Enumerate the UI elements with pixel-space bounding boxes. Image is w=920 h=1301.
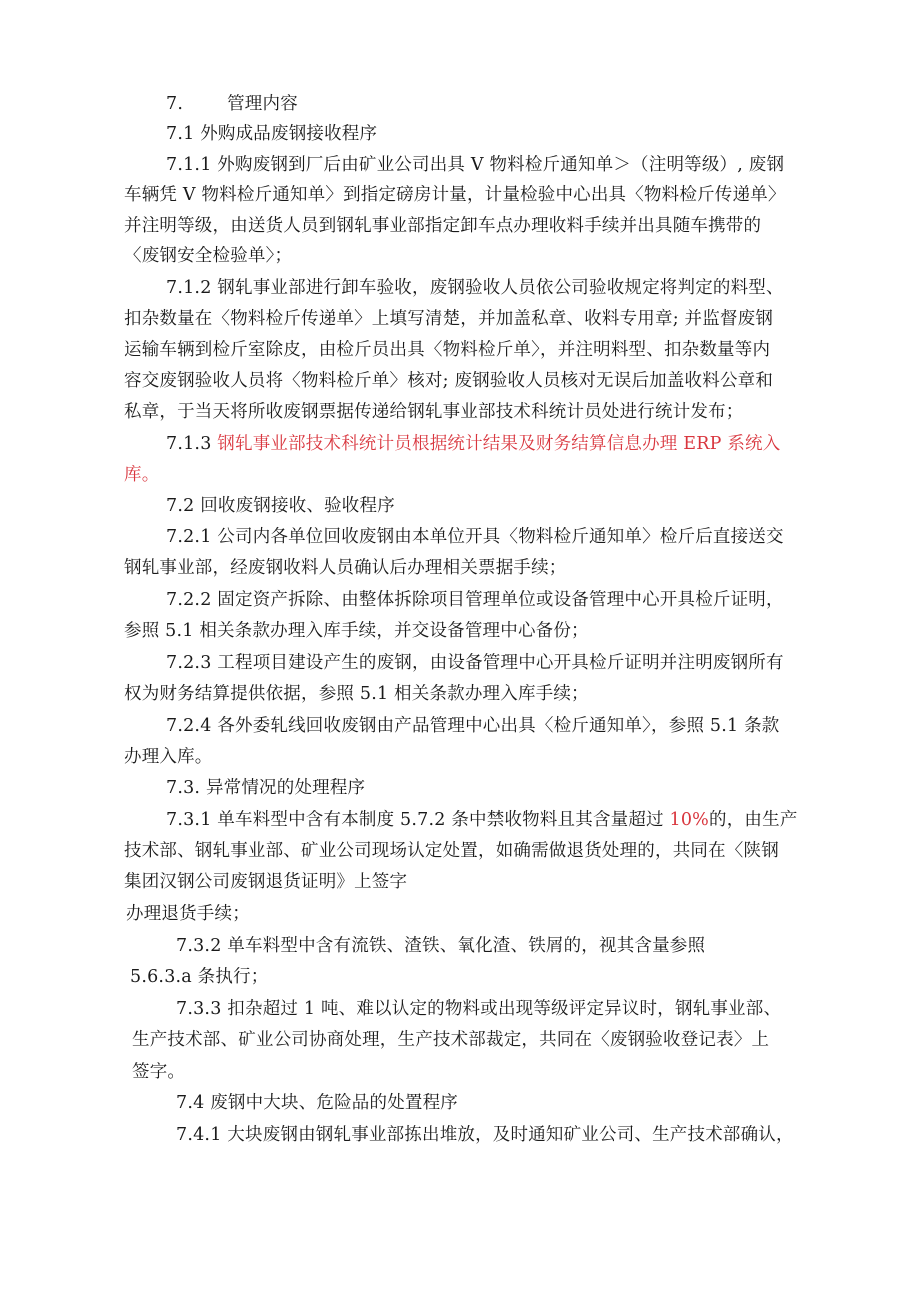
paragraph-line: 7.2.3 工程项目建设产生的废钢，由设备管理中心开具检斤证明并注明废钢所有 xyxy=(166,653,784,673)
paragraph-line: 〈废钢安全检验单〉； xyxy=(124,246,293,266)
paragraph-line: 参照 5.1 相关条款办理入库手续，并交设备管理中心备份； xyxy=(124,621,589,641)
paragraph-7-1-3-line2: 库。 xyxy=(124,465,160,485)
paragraph-line: 钢轧事业部，经废钢收料人员确认后办理相关票据手续； xyxy=(124,558,567,578)
paragraph-line: 签字。 xyxy=(132,1062,186,1082)
heading-title: 管理内容 xyxy=(227,94,298,114)
paragraph-7-3-1-line1 xyxy=(166,808,798,832)
paragraph-line: 并注明等级，由送货人员到钢轧事业部指定卸车点办理收料手续并出具随车携带的 xyxy=(124,216,762,236)
subsection-heading-7-3: 7.3. 异常情况的处理程序 xyxy=(166,778,366,798)
paragraph-line: 容交废钢验收人员将〈物料检斤单〉核对; 废钢验收人员核对无误后加盖收料公章和 xyxy=(124,371,774,391)
highlighted-text: 钢轧事业部技术科统计员根据统计结果及财务结算信息办理 ERP 系统入 xyxy=(217,434,781,454)
paragraph-line: 技术部、钢轧事业部、矿业公司现场认定处置，如确需做退货处理的，共同在〈陕钢 xyxy=(124,841,779,861)
paragraph-line: 生产技术部、矿业公司协商处理，生产技术部裁定，共同在〈废钢验收登记表〉上 xyxy=(132,1030,770,1050)
paragraph-line: 7.1.1 外购废钢到厂后由矿业公司出具 V 物料检斤通知单＞（注明等级）, 废钢 xyxy=(166,155,785,175)
paragraph-line: 7.2.1 公司内各单位回收废钢由本单位开具〈物料检斤通知单〉检斤后直接送交 xyxy=(166,527,784,547)
paragraph-line: 车辆凭 V 物料检斤通知单〉到指定磅房计量，计量检验中心出具〈物料检斤传递单〉 xyxy=(124,185,786,205)
paragraph-line: 集团汉钢公司废钢退货证明》上签字 xyxy=(124,872,408,892)
paragraph-text: 7.3.1 单车料型中含有本制度 5.7.2 条中禁收物料且其含量超过 xyxy=(166,810,670,830)
highlighted-percentage: 10% xyxy=(669,810,710,830)
clause-number: 7.1.3 xyxy=(166,434,212,454)
paragraph-line: 办理入库。 xyxy=(124,747,213,767)
paragraph-line: 5.6.3.a 条执行； xyxy=(130,967,269,987)
subsection-heading-7-1: 7.1 外购成品废钢接收程序 xyxy=(166,124,378,144)
paragraph-text: 的，由生产 xyxy=(709,810,798,830)
section-heading xyxy=(166,92,298,116)
paragraph-line: 7.4.1 大块废钢由钢轧事业部拣出堆放，及时通知矿业公司、生产技术部确认， xyxy=(176,1125,794,1145)
paragraph-line: 7.2.4 各外委轧线回收废钢由产品管理中心出具〈检斤通知单〉，参照 5.1 条款 xyxy=(166,716,780,736)
heading-number: 7. xyxy=(166,94,184,114)
paragraph-line: 权为财务结算提供依据，参照 5.1 相关条款办理入库手续； xyxy=(124,684,589,704)
subsection-heading-7-2: 7.2 回收废钢接收、验收程序 xyxy=(166,496,395,516)
paragraph-line: 私章，于当天将所收废钢票据传递给钢轧事业部技术科统计员处进行统计发布； xyxy=(124,402,744,422)
paragraph-7-1-3-line1 xyxy=(166,432,780,456)
paragraph-line: 办理退货手续； xyxy=(126,904,250,924)
paragraph-line: 7.3.2 单车料型中含有流铁、渣铁、氧化渣、铁屑的，视其含量参照 xyxy=(176,936,706,956)
paragraph-line: 运输车辆到检斤室除皮，由检斤员出具〈物料检斤单〉，并注明料型、扣杂数量等内 xyxy=(124,340,771,360)
paragraph-line: 7.1.2 钢轧事业部进行卸车验收，废钢验收人员依公司验收规定将判定的料型、 xyxy=(166,278,784,298)
paragraph-line: 7.3.3 扣杂超过 1 吨、难以认定的物料或出现等级评定异议时，钢轧事业部、 xyxy=(176,999,782,1019)
subsection-heading-7-4: 7.4 废钢中大块、危险品的处置程序 xyxy=(176,1093,458,1113)
paragraph-line: 7.2.2 固定资产拆除、由整体拆除项目管理单位或设备管理中心开具检斤证明， xyxy=(166,590,784,610)
paragraph-line: 扣杂数量在〈物料检斤传递单〉上填写清楚，并加盖私章、收料专用章; 并监督废钢 xyxy=(124,309,774,329)
